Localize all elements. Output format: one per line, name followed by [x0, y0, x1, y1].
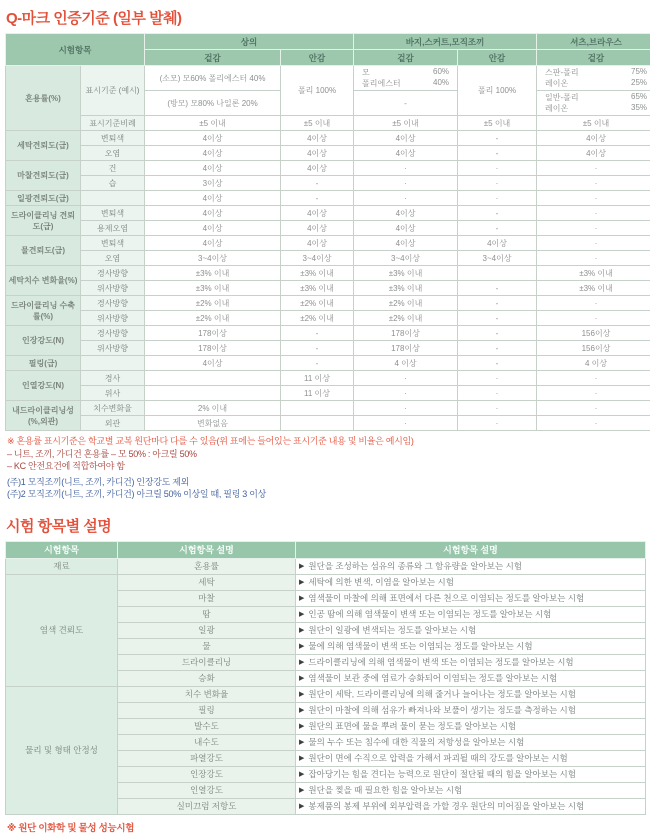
- row: [6, 146, 650, 161]
- value-cell: 4이상: [354, 221, 458, 236]
- value-cell: ·: [537, 176, 650, 191]
- value-cell: 178이상: [145, 341, 281, 356]
- row-sublabel: 경사방향: [81, 296, 145, 311]
- row: [6, 371, 650, 386]
- item-description: [296, 670, 646, 686]
- description-text: 드라이클리닝에 의해 염색물이 변색 또는 이염되는 정도를 알아보는 시험: [308, 657, 573, 667]
- value-cell: -: [458, 311, 537, 326]
- value-cell: ·: [458, 386, 537, 401]
- value-cell: -: [458, 341, 537, 356]
- row: [6, 131, 650, 146]
- row-sublabel: 경사: [81, 371, 145, 386]
- value-cell: [354, 66, 458, 91]
- value-cell: 178이상: [354, 341, 458, 356]
- header-test-item: 시험항목: [6, 34, 145, 66]
- note-line: – 니트, 조끼, 가디건 혼용률 – 모 50% : 아크릴 50%: [7, 448, 645, 461]
- item-name: 세탁: [118, 574, 296, 590]
- row-sublabel: 용제오염: [81, 221, 145, 236]
- note-line: (주)2 모직조끼(니트, 조끼, 카디건) 아크릴 50% 이상일 때, 필링 3 이상: [7, 488, 645, 501]
- row-sublabel: 치수변화율: [81, 401, 145, 416]
- item-description: [296, 590, 646, 606]
- row: [6, 116, 650, 131]
- subheader-lining: 안감: [458, 50, 537, 66]
- header-item-name: 시험항목 설명: [118, 541, 296, 558]
- value-cell: [537, 91, 650, 116]
- value-cell: 폴리 100%: [458, 66, 537, 116]
- description-text: 물의 누수 또는 침수에 대한 직물의 저항성을 알아보는 시험: [308, 737, 524, 747]
- value-cell: ·: [354, 416, 458, 431]
- value-cell: 4 이상: [537, 356, 650, 371]
- value-cell: 4이상: [354, 236, 458, 251]
- row-label: 인장강도(N): [6, 326, 81, 356]
- group-label: 염색 견뢰도: [6, 574, 118, 686]
- row: [6, 206, 650, 221]
- value-cell: (방모) 모80% 나일론 20%: [145, 91, 281, 116]
- item-name: 실미끄럼 저항도: [118, 798, 296, 814]
- item-description: [296, 606, 646, 622]
- row-sublabel: 오염: [81, 251, 145, 266]
- description-text: 원단이 일광에 변색되는 정도를 알아보는 시험: [308, 625, 476, 635]
- value-cell: -: [458, 221, 537, 236]
- value-cell: 변화없음: [145, 416, 281, 431]
- header-test-item: 시험항목: [6, 541, 118, 558]
- description-text: 원단이 면에 수직으로 압력을 가해서 파괴될 때의 강도를 알아보는 시험: [308, 753, 567, 763]
- value-cell: [537, 66, 650, 91]
- value-cell: ±2% 이내: [354, 296, 458, 311]
- row-sublabel: [81, 191, 145, 206]
- value-cell: ·: [354, 161, 458, 176]
- value-cell: 11 이상: [281, 371, 354, 386]
- value-cell: 폴리 100%: [281, 66, 354, 116]
- value-cell: 4이상: [354, 146, 458, 161]
- subheader-outer: 겉감: [537, 50, 650, 66]
- row: [6, 558, 646, 574]
- description-text: 원단이 마찰에 의해 섬유가 빠져나와 보풀이 생기는 정도를 측정하는 시험: [308, 705, 576, 715]
- item-name: 발수도: [118, 718, 296, 734]
- value-cell: ±3% 이내: [281, 266, 354, 281]
- fiber-pct: 40%: [433, 78, 449, 89]
- description-text: 인공 땀에 의해 염색물이 변색 또는 이염되는 정도를 알아보는 시험: [308, 609, 551, 619]
- fiber-pct: 65%: [631, 92, 647, 103]
- value-cell: -: [281, 326, 354, 341]
- value-cell: [281, 416, 354, 431]
- fiber-name: 레이온: [545, 78, 568, 89]
- value-cell: 3~4이상: [458, 251, 537, 266]
- row: [6, 296, 650, 311]
- value-cell: 4이상: [281, 221, 354, 236]
- value-cell: ±2% 이내: [145, 311, 281, 326]
- row-sublabel: 변퇴색: [81, 236, 145, 251]
- arrow-icon: ▶: [299, 707, 304, 714]
- item-description: [296, 622, 646, 638]
- value-cell: -: [458, 296, 537, 311]
- row-label: 일광견뢰도(급): [6, 191, 81, 206]
- value-cell: ·: [458, 191, 537, 206]
- value-cell: 3~4이상: [354, 251, 458, 266]
- arrow-icon: ▶: [299, 787, 304, 794]
- fiber-pct: 35%: [631, 103, 647, 114]
- value-cell: ·: [537, 401, 650, 416]
- value-cell: -: [458, 146, 537, 161]
- item-description: [296, 558, 646, 574]
- value-cell: ·: [354, 191, 458, 206]
- row: [6, 266, 650, 281]
- item-name: 치수 변화율: [118, 686, 296, 702]
- value-cell: 4 이상: [354, 356, 458, 371]
- value-cell: -: [458, 206, 537, 221]
- item-name: 인장강도: [118, 766, 296, 782]
- value-cell: 178이상: [354, 326, 458, 341]
- row-sublabel: 건: [81, 161, 145, 176]
- value-cell: 156이상: [537, 326, 650, 341]
- row: [6, 176, 650, 191]
- fiber-pct: 25%: [631, 78, 647, 89]
- value-cell: 178이상: [145, 326, 281, 341]
- value-cell: ±3% 이내: [537, 281, 650, 296]
- value-cell: ±3% 이내: [145, 266, 281, 281]
- value-cell: ·: [537, 416, 650, 431]
- description-text: 세탁에 의한 변색, 이염을 알아보는 시험: [308, 577, 454, 587]
- arrow-icon: ▶: [299, 611, 304, 618]
- footnotes-block: [7, 435, 645, 501]
- value-cell: ±3% 이내: [537, 266, 650, 281]
- value-cell: -: [354, 91, 458, 116]
- row-sublabel: 위사방향: [81, 341, 145, 356]
- value-cell: 156이상: [537, 341, 650, 356]
- arrow-icon: ▶: [299, 579, 304, 586]
- row: [6, 574, 646, 590]
- value-cell: 2% 이내: [145, 401, 281, 416]
- fiber-name: 스판-폴리: [545, 67, 579, 78]
- arrow-icon: ▶: [299, 723, 304, 730]
- row: [6, 401, 650, 416]
- row: [6, 326, 650, 341]
- value-cell: ±2% 이내: [281, 296, 354, 311]
- value-cell: ·: [458, 176, 537, 191]
- value-cell: 4이상: [281, 146, 354, 161]
- description-text: 봉제품의 봉제 부위에 외부압력을 가할 경우 원단의 미어짐을 알아보는 시험: [308, 801, 584, 811]
- row-sublabel: 경사방향: [81, 326, 145, 341]
- subheader-lining: 안감: [281, 50, 354, 66]
- fiber-name: 폴리에스터: [362, 78, 401, 89]
- item-description: [296, 782, 646, 798]
- value-cell: -: [281, 356, 354, 371]
- arrow-icon: ▶: [299, 755, 304, 762]
- item-description: [296, 702, 646, 718]
- value-cell: ±3% 이내: [354, 281, 458, 296]
- row: [6, 386, 650, 401]
- item-name: 마찰: [118, 590, 296, 606]
- row: [6, 341, 650, 356]
- row: [6, 686, 646, 702]
- header-description: 시험항목 설명: [296, 541, 646, 558]
- row-label: 혼용률(%): [6, 66, 81, 131]
- item-description: [296, 638, 646, 654]
- value-cell: ·: [354, 401, 458, 416]
- description-text: 염색물이 마찰에 의해 표면에서 다른 천으로 이염되는 정도를 알아보는 시험: [308, 593, 584, 603]
- value-cell: 4이상: [145, 206, 281, 221]
- value-cell: -: [458, 131, 537, 146]
- value-cell: ±5 이내: [281, 116, 354, 131]
- value-cell: 4이상: [281, 206, 354, 221]
- item-description: [296, 750, 646, 766]
- value-cell: (소모) 모60% 폴리에스터 40%: [145, 66, 281, 91]
- row: [6, 541, 646, 558]
- row: [6, 416, 650, 431]
- value-cell: ·: [537, 206, 650, 221]
- row: [6, 221, 650, 236]
- value-cell: 3이상: [145, 176, 281, 191]
- value-cell: ·: [458, 401, 537, 416]
- arrow-icon: ▶: [299, 739, 304, 746]
- page-title: Q-마크 인증기준 (일부 발췌): [6, 7, 645, 28]
- value-cell: [145, 371, 281, 386]
- row-label: 물견뢰도(급): [6, 236, 81, 266]
- row: [6, 34, 650, 50]
- blend-line: [356, 78, 455, 89]
- bottom-footnote: ※ 원단 이화학 및 물성 성능시험: [7, 820, 645, 834]
- item-description: [296, 574, 646, 590]
- arrow-icon: ▶: [299, 627, 304, 634]
- blend-line: [539, 67, 650, 78]
- value-cell: 4이상: [145, 161, 281, 176]
- group-label: 재료: [6, 558, 118, 574]
- value-cell: ±2% 이내: [354, 311, 458, 326]
- fiber-pct: 60%: [433, 67, 449, 78]
- row-label: 내드라이클리닝성 (%,외관): [6, 401, 81, 431]
- value-cell: ·: [537, 191, 650, 206]
- value-cell: 4이상: [145, 131, 281, 146]
- value-cell: 4이상: [145, 236, 281, 251]
- description-text: 원단의 표면에 물을 뿌려 물이 묻는 정도를 알아보는 시험: [308, 721, 516, 731]
- value-cell: -: [281, 176, 354, 191]
- row-label: 세탁견뢰도(급): [6, 131, 81, 161]
- row-sublabel: 외관: [81, 416, 145, 431]
- value-cell: ·: [354, 371, 458, 386]
- row-label: 인열강도(N): [6, 371, 81, 401]
- row-sublabel: 표시기준비례: [81, 116, 145, 131]
- value-cell: 3~4이상: [281, 251, 354, 266]
- row: [6, 161, 650, 176]
- value-cell: -: [281, 341, 354, 356]
- test-item-description-table: [5, 541, 646, 815]
- value-cell: 4이상: [145, 146, 281, 161]
- arrow-icon: ▶: [299, 675, 304, 682]
- value-cell: ±5 이내: [458, 116, 537, 131]
- item-name: 드라이클리닝: [118, 654, 296, 670]
- value-cell: 11 이상: [281, 386, 354, 401]
- value-cell: -: [458, 356, 537, 371]
- item-description: [296, 686, 646, 702]
- arrow-icon: ▶: [299, 659, 304, 666]
- arrow-icon: ▶: [299, 595, 304, 602]
- value-cell: 4이상: [145, 356, 281, 371]
- item-description: [296, 766, 646, 782]
- value-cell: ±2% 이내: [281, 311, 354, 326]
- header-group-shirt: 셔츠,브라우스: [537, 34, 650, 50]
- description-text: 원단이 세탁, 드라이클리닝에 의해 줄거나 늘어나는 정도를 알아보는 시험: [308, 689, 576, 699]
- blend-line: [539, 92, 650, 103]
- value-cell: ·: [458, 416, 537, 431]
- row-sublabel: 경사방향: [81, 266, 145, 281]
- value-cell: 4이상: [537, 146, 650, 161]
- row-sublabel: 오염: [81, 146, 145, 161]
- arrow-icon: ▶: [299, 691, 304, 698]
- row-sublabel: 위사방향: [81, 281, 145, 296]
- subheader-outer: 겉감: [145, 50, 281, 66]
- value-cell: [145, 386, 281, 401]
- item-name: 인열강도: [118, 782, 296, 798]
- value-cell: ·: [537, 311, 650, 326]
- item-name: 일광: [118, 622, 296, 638]
- item-description: [296, 654, 646, 670]
- arrow-icon: ▶: [299, 771, 304, 778]
- value-cell: ·: [537, 296, 650, 311]
- value-cell: ·: [537, 251, 650, 266]
- value-cell: ·: [458, 371, 537, 386]
- item-name: 필링: [118, 702, 296, 718]
- value-cell: 4이상: [537, 131, 650, 146]
- row: [6, 66, 650, 91]
- fiber-name: 모: [362, 67, 370, 78]
- q-mark-criteria-table: [5, 33, 650, 431]
- row-label: 세탁치수 변화율(%): [6, 266, 81, 296]
- value-cell: ±3% 이내: [281, 281, 354, 296]
- value-cell: -: [281, 191, 354, 206]
- value-cell: ±2% 이내: [145, 296, 281, 311]
- note-line: (주)1 모직조끼(니트, 조끼, 카디건) 인장강도 제외: [7, 476, 645, 489]
- item-name: 물: [118, 638, 296, 654]
- value-cell: ·: [537, 236, 650, 251]
- row-sublabel: 위사방향: [81, 311, 145, 326]
- row-label: 드라이클리닝 수축률(%): [6, 296, 81, 326]
- row-label: 드라이클리닝 견뢰도(급): [6, 206, 81, 236]
- value-cell: ±5 이내: [145, 116, 281, 131]
- value-cell: ·: [537, 221, 650, 236]
- value-cell: [458, 266, 537, 281]
- arrow-icon: ▶: [299, 643, 304, 650]
- arrow-icon: ▶: [299, 803, 304, 810]
- note-line: ※ 혼용률 표시기준은 학교별 교복 원단마다 다를 수 있음(위 표에는 들어있는 표시기준 내용 및 비율은 예시임): [7, 435, 645, 448]
- note-line: – KC 안전요건에 적합하여야 함: [7, 460, 645, 473]
- row: [6, 356, 650, 371]
- item-name: 파열강도: [118, 750, 296, 766]
- value-cell: 4이상: [281, 236, 354, 251]
- row-sublabel: 변퇴색: [81, 206, 145, 221]
- blend-line: [539, 78, 650, 89]
- row-sublabel: 위사: [81, 386, 145, 401]
- header-group-pants: 바지,스커트,모직조끼: [354, 34, 537, 50]
- row: [6, 251, 650, 266]
- value-cell: 4이상: [281, 131, 354, 146]
- fiber-name: 레이온: [545, 103, 568, 114]
- value-cell: -: [458, 326, 537, 341]
- value-cell: ±3% 이내: [354, 266, 458, 281]
- description-text: 잡아당기는 힘을 견디는 능력으로 원단이 절단될 때의 힘을 알아보는 시험: [308, 769, 576, 779]
- value-cell: 3~4이상: [145, 251, 281, 266]
- item-description: [296, 718, 646, 734]
- row-sublabel: 표시기준 (예시): [81, 66, 145, 116]
- section-title: 시험 항목별 설명: [6, 515, 645, 536]
- value-cell: [281, 401, 354, 416]
- item-name: 승화: [118, 670, 296, 686]
- item-description: [296, 734, 646, 750]
- value-cell: 4이상: [145, 221, 281, 236]
- fiber-pct: 75%: [631, 67, 647, 78]
- row: [6, 191, 650, 206]
- value-cell: -: [458, 281, 537, 296]
- row: [6, 311, 650, 326]
- value-cell: ±5 이내: [354, 116, 458, 131]
- item-name: 혼용률: [118, 558, 296, 574]
- arrow-icon: ▶: [299, 563, 304, 570]
- value-cell: 4이상: [354, 131, 458, 146]
- value-cell: ±3% 이내: [145, 281, 281, 296]
- value-cell: ·: [537, 371, 650, 386]
- description-text: 물에 의해 염색물이 변색 또는 이염되는 정도를 알아보는 시험: [308, 641, 532, 651]
- row-label: 마찰견뢰도(급): [6, 161, 81, 191]
- row-sublabel: 습: [81, 176, 145, 191]
- value-cell: ·: [354, 176, 458, 191]
- value-cell: ·: [458, 161, 537, 176]
- blend-line: [356, 67, 455, 78]
- value-cell: ·: [537, 386, 650, 401]
- description-text: 원단을 조성하는 섬유의 종류와 그 함유량을 알아보는 시험: [308, 561, 522, 571]
- value-cell: 4이상: [354, 206, 458, 221]
- subheader-outer: 겉감: [354, 50, 458, 66]
- description-text: 염색물이 보관 중에 염료가 승화되어 이염되는 정도를 알아보는 시험: [308, 673, 557, 683]
- row-sublabel: 변퇴색: [81, 131, 145, 146]
- description-text: 원단을 찢을 때 필요한 힘을 알아보는 시험: [308, 785, 462, 795]
- row: [6, 236, 650, 251]
- row-sublabel: [81, 356, 145, 371]
- row-label: 필링(급): [6, 356, 81, 371]
- row: [6, 281, 650, 296]
- item-name: 땀: [118, 606, 296, 622]
- value-cell: ·: [354, 386, 458, 401]
- item-description: [296, 798, 646, 814]
- group-label: 물리 및 형태 안정성: [6, 686, 118, 814]
- blend-line: [539, 103, 650, 114]
- fiber-name: 일반-폴리: [545, 92, 579, 103]
- value-cell: 4이상: [281, 161, 354, 176]
- value-cell: ±5 이내: [537, 116, 650, 131]
- header-group-top: 상의: [145, 34, 354, 50]
- value-cell: ·: [537, 161, 650, 176]
- value-cell: 4이상: [145, 191, 281, 206]
- item-name: 내수도: [118, 734, 296, 750]
- value-cell: 4이상: [458, 236, 537, 251]
